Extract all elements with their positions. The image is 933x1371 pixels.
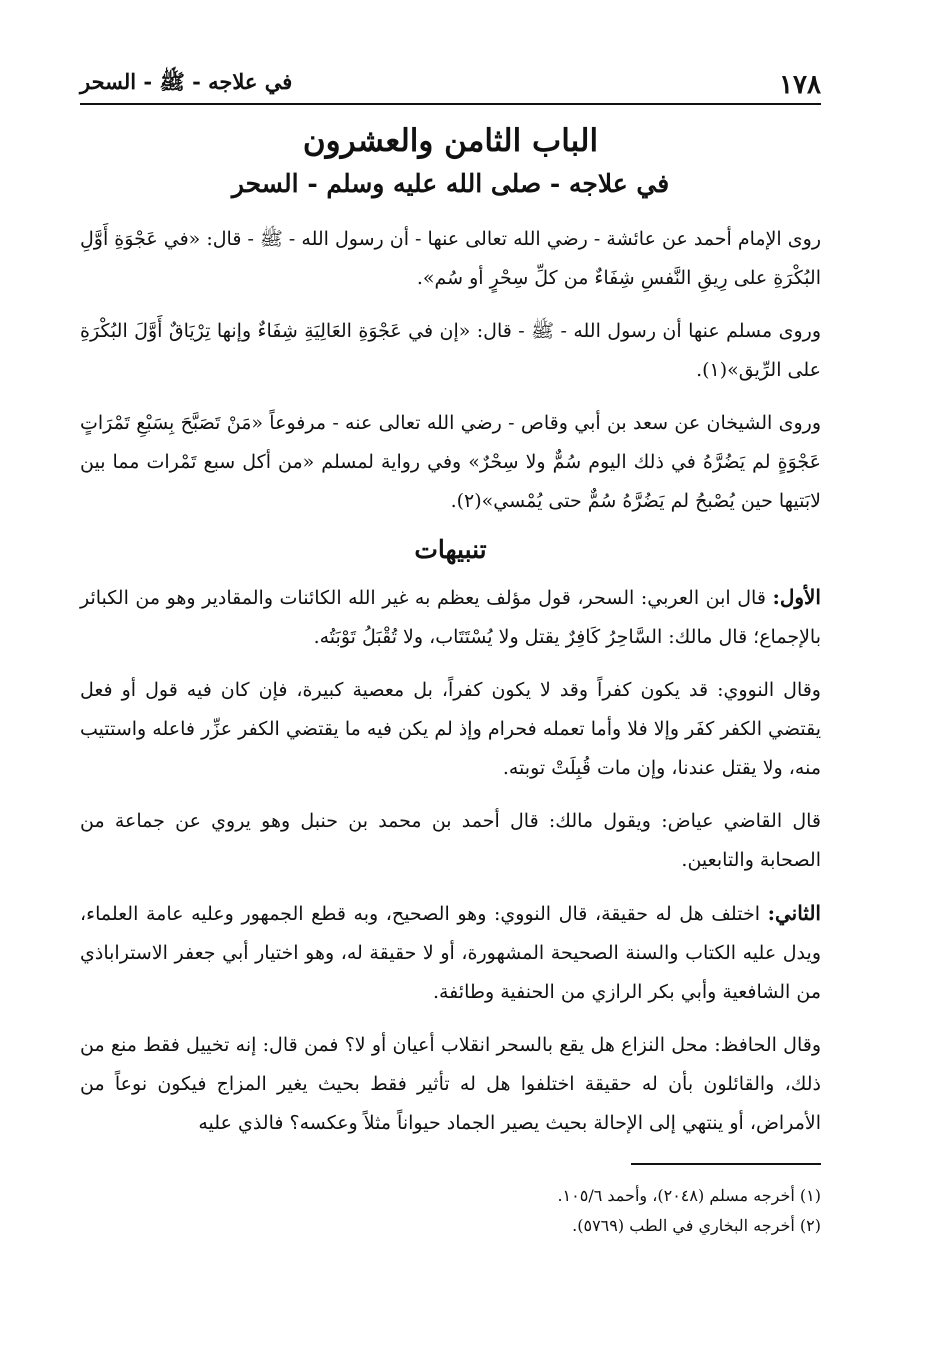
- note-lead-second: الثاني:: [767, 901, 821, 925]
- section-title: تنبيهات: [414, 535, 487, 564]
- paragraph-muslim-hadith: وروى مسلم عنها أن رسول الله - ﷺ - قال: «إن في عَجْوَةِ العَالِيَةِ شِفَاءٌ وإنها تِرْيَاقٌ أَوَّلَ البُكْرَةِ على الرِّيق»(١).: [80, 320, 821, 381]
- footnote-1: (١) أخرجه مسلم (٢٠٤٨)، وأحمد ١٠٥/٦.: [557, 1186, 821, 1205]
- footnote-2: (٢) أخرجه البخاري في الطب (٥٧٦٩).: [572, 1216, 821, 1235]
- note-text-first: قال ابن العربي: السحر، قول مؤلف يعظم به غير الله الكائنات والمقادير وهو من الكبائر بالإجماع؛ قال مالك: السَّاحِرُ كَافِرٌ يقتل ولا يُسْتَتَاب، ولا تُقْبَلُ تَوْبَتُه.: [80, 587, 821, 648]
- paragraph-qadi-iyad: قال القاضي عياض: ويقول مالك: قال أحمد بن محمد بن حنبل وهو يروي عن جماعة من الصحابة والتابعين.: [80, 810, 821, 871]
- paragraph-second-note: [80, 894, 821, 1012]
- paragraph-first-note: [80, 578, 821, 657]
- note-text-second: اختلف هل له حقيقة، قال النووي: وهو الصحيح، وبه قطع الجمهور وعليه عامة العلماء، ويدل عليه الكتاب والسنة الصحيحة المشهورة، أو لا حقيقة له، وهو اختيار أبي جعفر الاستراباذي من الشافعية وأبي بكر الرازي من الحنفية وطائفة.: [80, 903, 821, 1003]
- running-header: [80, 56, 821, 105]
- paragraph-nawawi: وقال النووي: قد يكون كفراً وقد لا يكون كفراً، بل معصية كبيرة، فإن كان فيه قول أو فعل يقتضي الكفر كفَر وإلا فلا وأما تعمله فحرام وإذ لم يكن فيه ما يقتضي الكفر عزِّر فاعله واستتيب منه، ولا يقتل عندنا، وإن مات قُبِلَتْ توبته.: [80, 679, 821, 779]
- chapter-title: الباب الثامن والعشرون: [302, 123, 599, 159]
- page-number: ١٧٨: [779, 70, 821, 100]
- running-title: في علاجه - ﷺ - السحر: [80, 69, 293, 94]
- paragraph-hafiz: وقال الحافظ: محل النزاع هل يقع بالسحر انقلاب أعيان أو لا؟ فمن قال: إنه تخييل فقط منع من ذلك، والقائلون بأن له حقيقة اختلفوا هل له تأثير فقط بحيث يغير المزاج فيكون نوعاً من الأمراض، أو ينتهي إلى الإحالة بحيث يصير الجماد حيواناً مثلاً وعكسه؟ فالذي عليه: [80, 1034, 821, 1134]
- paragraph-ahmad-hadith: روى الإمام أحمد عن عائشة - رضي الله تعالى عنها - أن رسول الله - ﷺ - قال: «في عَجْوَةِ أَوَّلِ البُكْرَةِ على رِيقِ النَّفسِ شِفَاءٌ من كلِّ سِحْرٍ أو سُم».: [80, 228, 821, 289]
- chapter-subtitle: في علاجه - صلى الله عليه وسلم - السحر: [231, 169, 670, 198]
- footnote-divider: [631, 1163, 821, 1165]
- paragraph-shaykhan-hadith: وروى الشيخان عن سعد بن أبي وقاص - رضي الله تعالى عنه - مرفوعاً «مَنْ تَصَبَّحَ بِسَبْعِ تَمْرَاتٍ عَجْوَةٍ لم يَضُرَّهُ في ذلك اليوم سُمٌّ ولا سِحْرٌ» وفي رواية لمسلم «من أكل سبع تَمْرات مما بين لابَتيها حين يُصْبحُ لم يَضُرَّهُ سُمٌّ حتى يُمْسي»(٢).: [80, 412, 821, 512]
- note-lead-first: الأول:: [772, 585, 821, 609]
